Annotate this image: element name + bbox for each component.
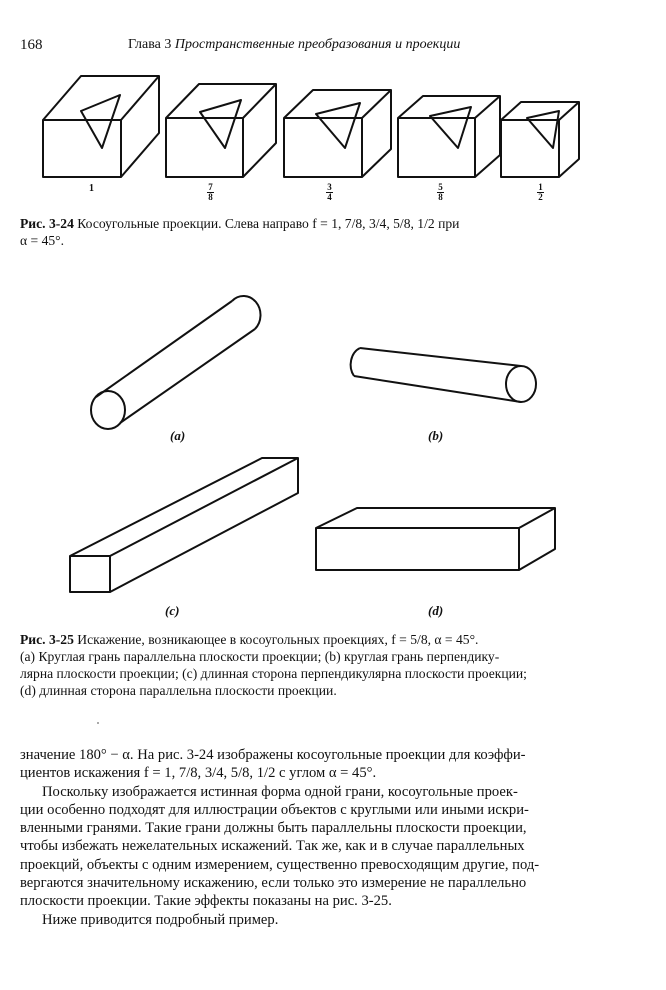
fig-3-25-caption: Рис. 3-25 Искажение, возникающее в косоугольных проекциях, f = 5/8, α = 45°. (a) Круглая грань параллельна плоскости проекции; (b) круглая грань перпендику- лярна плоскости проекции; (c) длинная сторона перпендикулярна плоскости проекции; (d) длинная сторона параллельна плоскости проекции. (20, 632, 527, 698)
scan-speck (97, 722, 99, 724)
cylinder-b (351, 348, 536, 402)
fig-3-25-caption-label: Рис. 3-25 (20, 632, 74, 647)
bar-c (70, 458, 298, 592)
sublabel-d: (d) (428, 603, 444, 618)
factor-label-7-8: 7 8 (208, 182, 213, 202)
factor-label-3-4: 3 4 (327, 182, 332, 202)
paragraph-2: Поскольку изображается истинная форма одной грани, косоугольные проек- ции особенно подходят для иллюстрации объектов с круглыми или иными искри- вленными гранями. Такие грани должны быть параллельны плоскости проекции, чтобы избежать нежелательных искажений. Так же, как и в случае параллельных проекций, объекты с одним измерением, существенно превосходящим другие, под- вергаются значительному искажению, если только это измерение не параллельно плоскости проекции. Такие эффекты показаны на рис. 3-25. (20, 783, 540, 910)
fig-3-24-caption-text-2: α = 45°. (20, 233, 65, 248)
cube-f-5-8 (398, 96, 500, 177)
fig-3-24-caption-text: Косоугольные проекции. Слева направо f = 1, 7/8, 3/4, 5/8, 1/2 при (77, 216, 460, 231)
factor-label-5-8: 5 8 (438, 182, 443, 202)
chapter-title: Пространственные преобразования и проекции (174, 37, 461, 52)
factor-label-1: 1 (89, 183, 94, 194)
cylinder-a (91, 296, 260, 429)
fig-3-24-caption-label: Рис. 3-24 (20, 216, 74, 231)
sublabel-c: (c) (165, 603, 180, 618)
chapter-number: Глава 3 (128, 37, 172, 52)
fig-3-24-caption (20, 215, 620, 249)
body-text (20, 746, 606, 929)
page-number: 168 (20, 37, 43, 53)
cube-f-1 (43, 76, 159, 177)
cube-f-1-2 (501, 102, 579, 177)
sublabel-b: (b) (428, 428, 444, 443)
paragraph-1: значение 180° − α. На рис. 3-24 изображены косоугольные проекции для коэффи- циентов искажения f = 1, 7/8, 3/4, 5/8, 1/2 с углом α = 45°. (20, 747, 526, 782)
bar-d (316, 508, 555, 570)
cube-f-7-8 (166, 84, 276, 177)
paragraph-3: Ниже приводится подробный пример. (42, 911, 279, 928)
factor-label-1-2: 1 2 (538, 182, 543, 202)
sublabel-a: (a) (170, 428, 186, 443)
cube-f-3-4 (284, 90, 391, 177)
